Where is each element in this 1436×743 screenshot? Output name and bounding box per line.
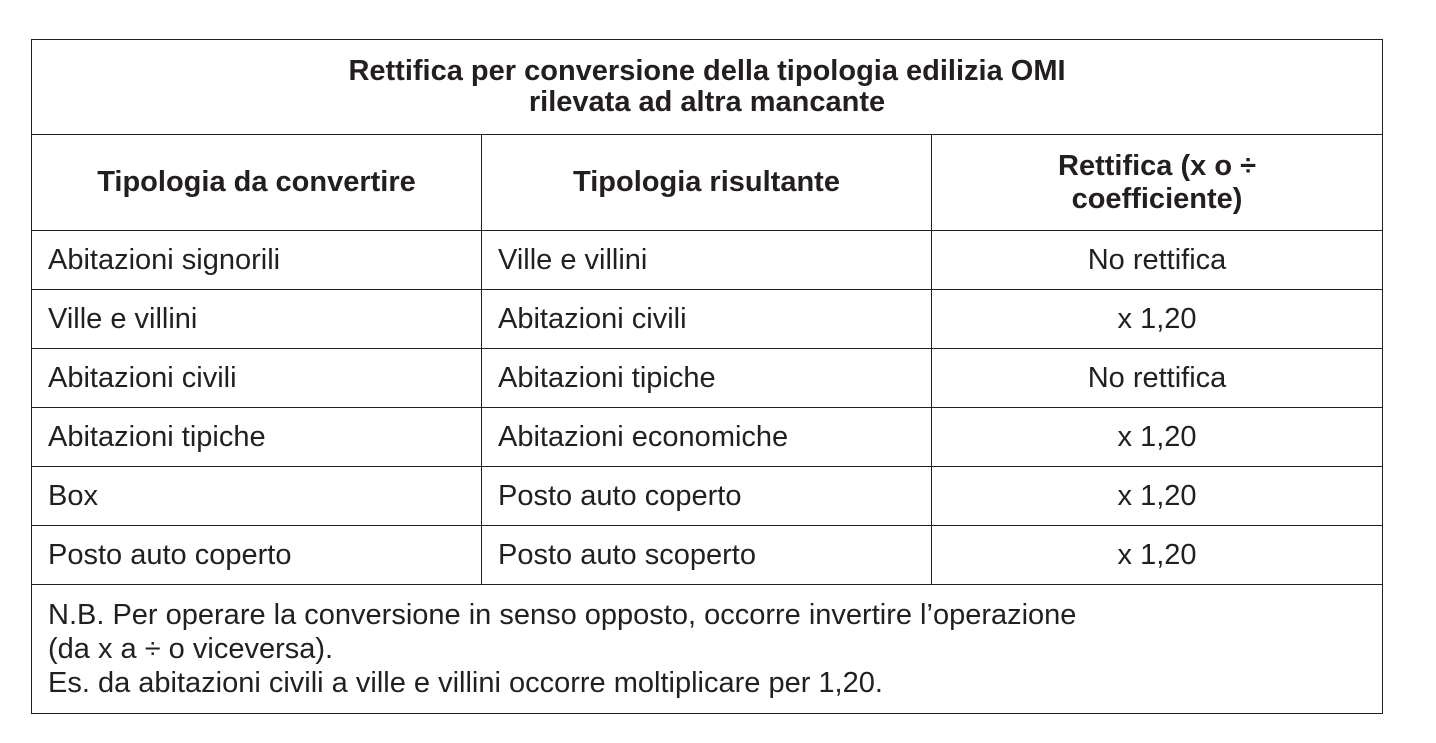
cell-to: Posto auto scoperto: [482, 526, 932, 585]
cell-from: Posto auto coperto: [32, 526, 482, 585]
cell-to: Abitazioni tipiche: [482, 349, 932, 408]
table-row: [32, 467, 1383, 526]
table-row: [32, 526, 1383, 585]
header-adjustment: [932, 135, 1383, 231]
header-from-label: Tipologia da convertire: [97, 166, 416, 198]
cell-adjustment: No rettifica: [932, 231, 1383, 290]
table-title-line-2: rilevata ad altra mancante: [528, 86, 886, 118]
table-row: [32, 408, 1383, 467]
note-line-3: Es. da abitazioni civili a ville e villini occorre moltiplicare per 1,20.: [48, 667, 883, 699]
cell-from: Abitazioni civili: [32, 349, 482, 408]
table-row: [32, 231, 1383, 290]
cell-from: Abitazioni signorili: [32, 231, 482, 290]
conversion-table: [31, 39, 1383, 714]
cell-adjustment: x 1,20: [932, 526, 1383, 585]
cell-adjustment: x 1,20: [932, 408, 1383, 467]
cell-to: Abitazioni economiche: [482, 408, 932, 467]
note-line-2: (da x a ÷ o viceversa).: [48, 633, 334, 665]
header-row: [32, 135, 1383, 231]
cell-adjustment: x 1,20: [932, 467, 1383, 526]
cell-from: Box: [32, 467, 482, 526]
header-to: [482, 135, 932, 231]
note-line-1: N.B. Per operare la conversione in senso opposto, occorre invertire l’operazione: [48, 599, 1077, 631]
title-row: [32, 40, 1383, 135]
cell-adjustment: No rettifica: [932, 349, 1383, 408]
header-adjustment-line-1: Rettifica (x o ÷: [1058, 149, 1257, 182]
header-from: [32, 135, 482, 231]
cell-to: Posto auto coperto: [482, 467, 932, 526]
cell-to: Abitazioni civili: [482, 290, 932, 349]
cell-from: Ville e villini: [32, 290, 482, 349]
table-row: [32, 290, 1383, 349]
header-adjustment-line-2: coefficiente): [1071, 182, 1243, 215]
table-note: [32, 585, 1383, 714]
cell-to: Ville e villini: [482, 231, 932, 290]
header-to-label: Tipologia risultante: [573, 166, 840, 198]
cell-adjustment: x 1,20: [932, 290, 1383, 349]
note-row: [32, 585, 1383, 714]
cell-from: Abitazioni tipiche: [32, 408, 482, 467]
table-title: [32, 40, 1383, 135]
table-title-line-1: Rettifica per conversione della tipologia edilizia OMI: [348, 55, 1066, 87]
table-row: [32, 349, 1383, 408]
